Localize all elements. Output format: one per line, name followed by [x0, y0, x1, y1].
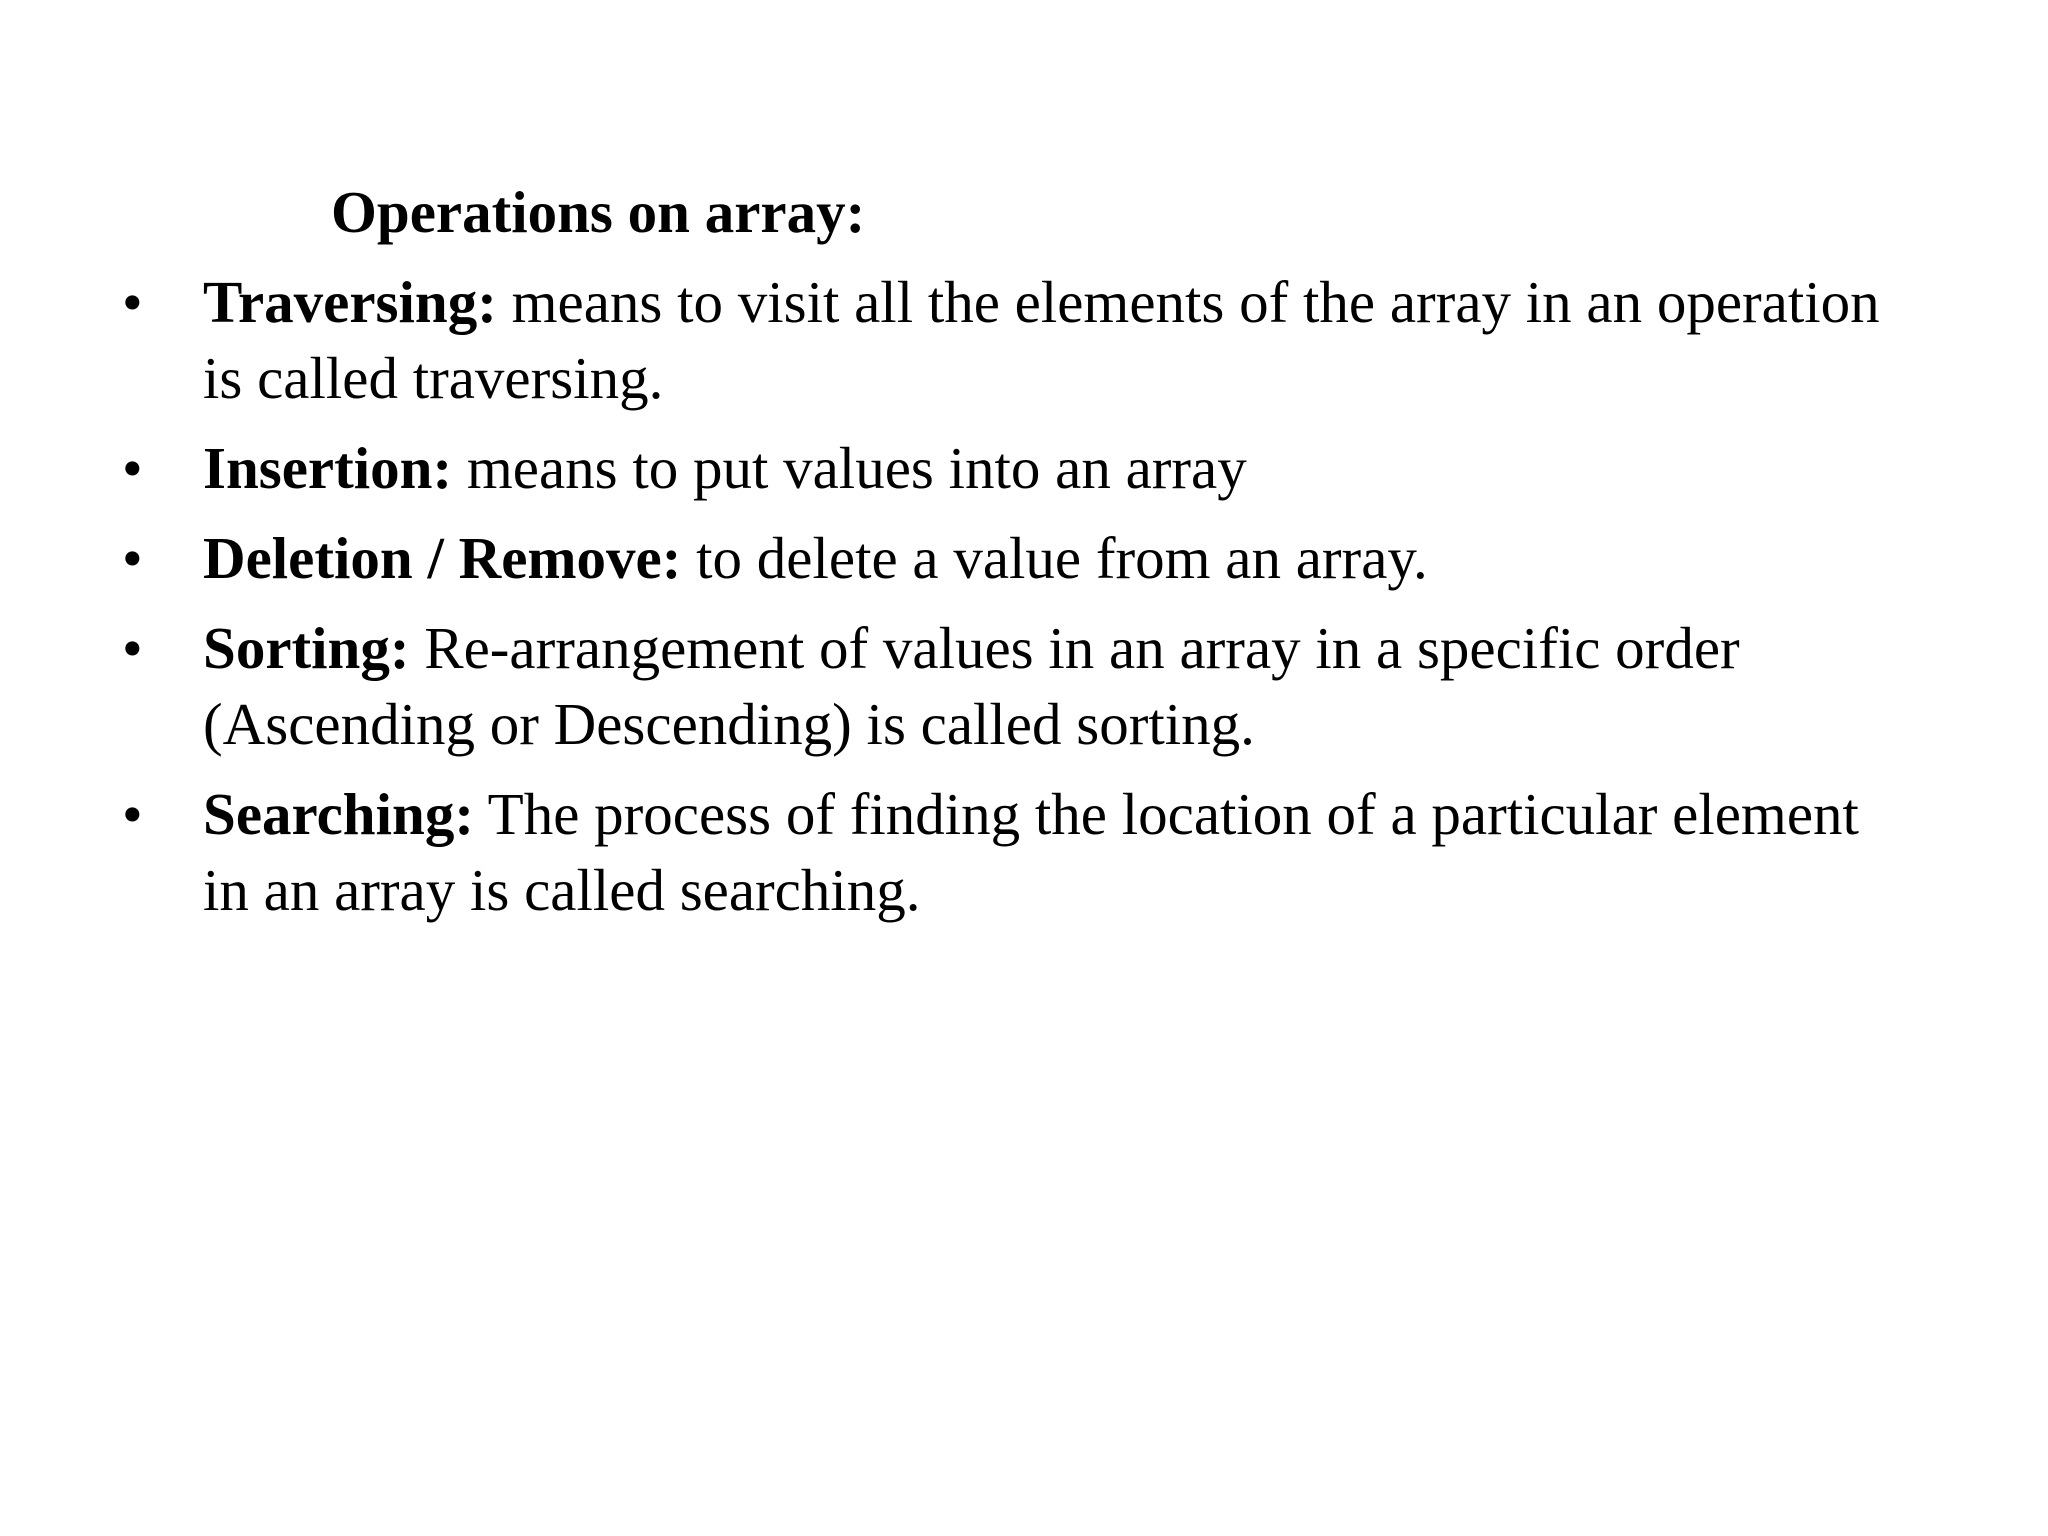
bullet-term: Sorting:	[203, 615, 410, 681]
list-item-searching	[0, 776, 1903, 928]
list-item-traversing	[0, 264, 1903, 416]
list-item-deletion	[0, 520, 1903, 596]
bullet-icon: •	[122, 435, 143, 501]
slide-title: Operations on array:	[331, 179, 866, 245]
bullet-description: means to visit all the elements of the array in an operation is called traversing.	[203, 269, 1880, 411]
bullet-description: The process of finding the location of a particular element in an array is called searching.	[203, 781, 1859, 923]
bullet-description: Re-arrangement of values in an array in a specific order (Ascending or Descending) is called sorting.	[203, 615, 1740, 757]
bullet-term: Searching:	[203, 781, 474, 847]
bullet-icon: •	[122, 525, 143, 591]
bullet-term: Deletion / Remove:	[203, 525, 682, 591]
bullet-icon: •	[122, 269, 143, 335]
list-item-insertion	[0, 430, 1903, 506]
operations-list	[0, 264, 2048, 942]
bullet-icon: •	[122, 615, 143, 681]
bullet-description: means to put values into an array	[452, 435, 1247, 501]
bullet-term: Traversing:	[203, 269, 497, 335]
bullet-icon: •	[122, 781, 143, 847]
bullet-description: to delete a value from an array.	[681, 525, 1428, 591]
bullet-term: Insertion:	[203, 435, 453, 501]
list-item-sorting	[0, 610, 1903, 762]
